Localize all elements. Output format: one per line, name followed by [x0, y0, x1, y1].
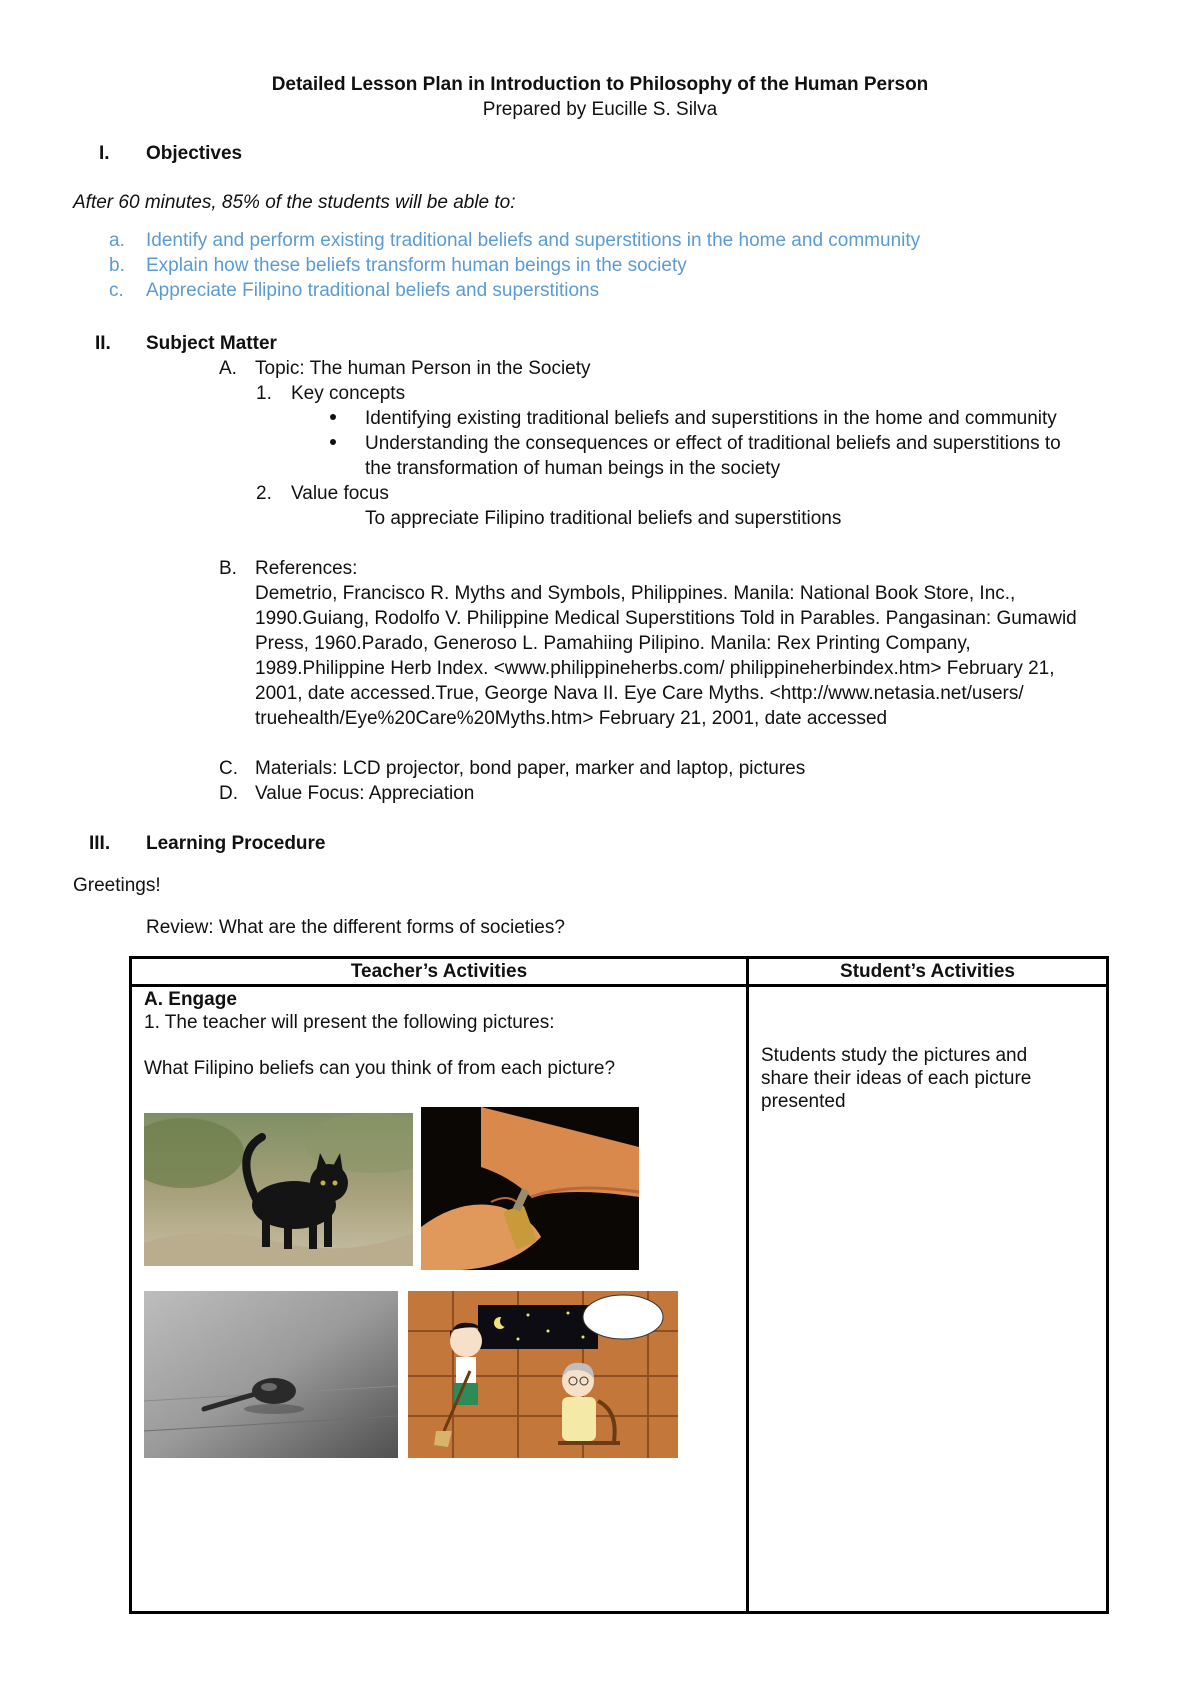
list-marker: 1. [256, 383, 272, 404]
value-focus-text: To appreciate Filipino traditional beliefs and superstitions [365, 508, 842, 529]
objective-item: c. Appreciate Filipino traditional beliefs and superstitions [109, 280, 600, 301]
engage-question: What Filipino beliefs can you think of from each picture? [144, 1058, 616, 1079]
column-header-teacher: Teacher’s Activities [350, 961, 528, 982]
bullet-dot [330, 414, 336, 420]
hands-photo-image [421, 1107, 639, 1270]
student-activity-text: Students study the pictures and share their ideas of each picture presented [761, 1045, 1032, 1112]
activities-table [129, 956, 1109, 1614]
objective-item: a. Identify and perform existing traditional beliefs and superstitions in the home and community [109, 230, 921, 251]
key-concept-2: Understanding the consequences or effect of traditional beliefs and superstitions to [365, 433, 1061, 454]
document-title: Detailed Lesson Plan in Introduction to Philosophy of the Human Person [271, 74, 929, 95]
table-column-divider [746, 959, 749, 1611]
objectives-list [0, 228, 920, 303]
section-label: Subject Matter [146, 333, 277, 354]
list-marker: C. [219, 758, 238, 779]
engage-instruction: 1. The teacher will present the following pictures: [144, 1012, 555, 1033]
bullet-dot [330, 439, 336, 445]
references-label: References: [255, 558, 358, 579]
column-header-student: Student’s Activities [840, 961, 1015, 982]
materials: Materials: LCD projector, bond paper, marker and laptop, pictures [255, 758, 806, 779]
section-label: Objectives [146, 143, 243, 164]
topic: Topic: The human Person in the Society [255, 358, 591, 379]
greeting: Greetings! [73, 875, 161, 896]
section-label: Learning Procedure [146, 833, 326, 854]
list-marker: 2. [256, 483, 272, 504]
table-header-divider [132, 984, 1106, 987]
section-numeral: I. [99, 143, 110, 164]
spoon-on-floor-photo [144, 1291, 398, 1458]
objective-item: b. Explain how these beliefs transform human beings in the society [109, 255, 687, 276]
black-cat-photo [144, 1113, 413, 1266]
key-concepts-label: Key concepts [291, 383, 406, 404]
value-focus: Value Focus: Appreciation [255, 783, 475, 804]
references-text: Demetrio, Francisco R. Myths and Symbols, Philippines. Manila: National Book Store, Inc., 1990.Guiang, Rodolfo V. Philippine Medical Superstitions Told in Parables. Pangasinan: Gumawid Press, 1960.Parado, Generoso L. Pamahiing Pilipino. Manila: Rex Printing Company, 1989.Philippine Herb Index. <www.philippineherbs.com/ philippineherbindex.htm> February 21, 2001, date accessed.True, George Nava II. Eye Care Myths. <http://www.netasia.net/users/ truehealth/Eye%20Care%20Myths.htm> February 21, 2001, date accessed [255, 583, 1077, 729]
sweeping-at-night-cartoon [408, 1291, 678, 1458]
hands-nail-clipping-photo [421, 1107, 639, 1270]
cartoon-image [408, 1291, 678, 1458]
black-cat-photo-image [144, 1113, 413, 1266]
section-numeral: III. [89, 833, 111, 854]
prepared-by: Prepared by Eucille S. Silva [482, 99, 718, 120]
key-concept-1: Identifying existing traditional beliefs and superstitions in the home and community [365, 408, 1057, 429]
spoon-photo-image [144, 1291, 398, 1458]
list-marker: A. [219, 358, 237, 379]
objectives-intro: After 60 minutes, 85% of the students will be able to: [73, 192, 516, 213]
review-question: Review: What are the different forms of societies? [146, 917, 565, 938]
list-marker: B. [219, 558, 237, 579]
section-numeral: II. [95, 333, 111, 354]
value-focus-label: Value focus [291, 483, 389, 504]
engage-heading: A. Engage [144, 989, 237, 1010]
list-marker: D. [219, 783, 238, 804]
key-concept-2-cont: the transformation of human beings in the society [365, 458, 781, 479]
